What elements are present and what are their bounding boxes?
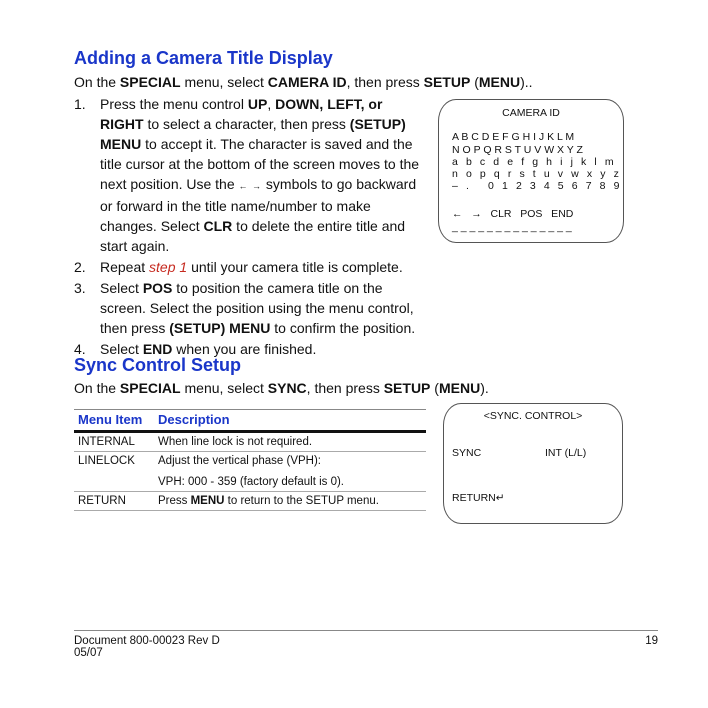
description-cell: VPH: 000 - 359 (factory default is 0).	[154, 473, 426, 492]
intro-bold: MENU	[478, 74, 521, 90]
step-text: Press the menu control	[100, 96, 248, 112]
sync-menu-table	[74, 409, 426, 511]
intro-bold: SETUP	[423, 74, 471, 90]
intro-text: menu, select	[180, 74, 268, 90]
column-header-description: Description	[154, 410, 426, 432]
step-number: 4.	[74, 341, 86, 357]
description-text: to return to the SETUP menu.	[224, 495, 379, 507]
document-number: Document 800-00023 Rev D	[74, 635, 220, 647]
step-2	[74, 257, 424, 277]
char-row-digits: – . 0 1 2 3 4 5 6 7 8 9	[452, 180, 623, 192]
step-number: 2.	[74, 259, 86, 275]
step-text: to delete the entire title and start again.	[100, 218, 406, 254]
step-text: Select	[100, 341, 143, 357]
intro-text: (	[430, 380, 439, 396]
return-label: RETURN↵	[452, 492, 505, 504]
step-number: 1.	[74, 96, 86, 112]
step-text: Repeat	[100, 259, 150, 275]
document-date: 05/07	[74, 647, 103, 659]
step-text: to position the camera title on the screen. Select the position using the menu control, then press	[100, 280, 414, 336]
table-row	[74, 492, 426, 511]
menu-item-cell: RETURN	[74, 492, 154, 511]
camera-title-steps	[74, 94, 424, 359]
table-row	[74, 473, 426, 492]
step-bold: POS	[142, 280, 173, 296]
table-row	[74, 452, 426, 474]
description-cell	[154, 492, 426, 511]
footer-document-info	[74, 635, 220, 659]
description-cell: Adjust the vertical phase (VPH):	[158, 455, 321, 467]
intro-text: (	[470, 74, 479, 90]
camera-id-screen-title: CAMERA ID	[502, 107, 560, 119]
camera-title-intro	[74, 74, 634, 90]
camera-id-controls: ← → CLR POS END	[452, 208, 574, 220]
section-heading-camera-title: Adding a Camera Title Display	[74, 48, 333, 68]
description-cell: When line lock is not required.	[154, 432, 426, 452]
char-row-uppercase-2: N O P Q R S T U V W X Y Z	[452, 144, 583, 156]
camera-id-screen	[438, 99, 624, 243]
column-header-menu-item: Menu Item	[74, 410, 154, 432]
page-number: 19	[645, 635, 658, 647]
intro-text: , then press	[306, 380, 384, 396]
step-bold: (SETUP) MENU	[169, 320, 271, 336]
char-row-lowercase-1: a b c d e f g h i j k l m	[452, 156, 617, 168]
intro-text: On the	[74, 74, 120, 90]
sync-value: INT (L/L)	[545, 447, 587, 459]
intro-text: ).	[480, 380, 489, 396]
step-bold: UP	[247, 96, 268, 112]
step-text: symbols to go backward or forward in the title name/number to make changes. Select	[100, 176, 417, 234]
step-text: to confirm the position.	[270, 320, 416, 336]
intro-bold: MENU	[438, 380, 481, 396]
step-text: Select	[100, 280, 143, 296]
step-bold: (SETUP) MENU	[100, 116, 406, 152]
step-bold: CLR	[203, 218, 233, 234]
menu-item-cell	[74, 473, 154, 492]
step-bold: DOWN, LEFT, or RIGHT	[100, 96, 383, 132]
sync-label: SYNC	[452, 447, 482, 459]
step-text: to select a character, then press	[143, 116, 350, 132]
intro-text: )..	[520, 74, 533, 90]
step-3	[74, 278, 424, 338]
intro-text: , then press	[346, 74, 424, 90]
char-row-lowercase-2: n o p q r s t u v w x y z	[452, 168, 622, 180]
section-heading-sync-control: Sync Control Setup	[74, 355, 242, 375]
step-text: to accept it. The character is saved and the title cursor at the bottom of the screen moves to the next position. Use the	[100, 136, 420, 192]
menu-item-cell: INTERNAL	[74, 432, 154, 452]
description-bold: MENU	[190, 495, 225, 507]
intro-bold: SPECIAL	[119, 74, 181, 90]
table-row	[74, 432, 426, 452]
step-text: ,	[267, 96, 276, 112]
intro-bold: SPECIAL	[119, 380, 181, 396]
step-1	[74, 94, 424, 256]
left-right-arrow-icons: ← →	[238, 181, 263, 191]
intro-text: On the	[74, 380, 120, 396]
intro-bold: SYNC	[267, 380, 307, 396]
footer-divider	[74, 630, 658, 631]
intro-bold: CAMERA ID	[267, 74, 347, 90]
char-row-uppercase-1: A B C D E F G H I J K L M	[452, 131, 575, 143]
step-1-link[interactable]: step 1	[149, 259, 188, 275]
step-bold: END	[142, 341, 173, 357]
title-cursor-line: _ _ _ _ _ _ _ _ _ _ _ _ _ _	[452, 221, 572, 233]
menu-item-cell: LINELOCK	[78, 455, 135, 467]
step-number: 3.	[74, 280, 86, 296]
step-text: until your camera title is complete.	[187, 259, 403, 275]
sync-intro	[74, 380, 634, 396]
table-header-row	[74, 410, 426, 432]
intro-bold: SETUP	[383, 380, 431, 396]
intro-text: menu, select	[180, 380, 268, 396]
step-text: when you are finished.	[172, 341, 317, 357]
description-text: Press	[158, 495, 191, 507]
sync-control-screen	[443, 403, 623, 524]
sync-screen-title: <SYNC. CONTROL>	[483, 410, 583, 422]
